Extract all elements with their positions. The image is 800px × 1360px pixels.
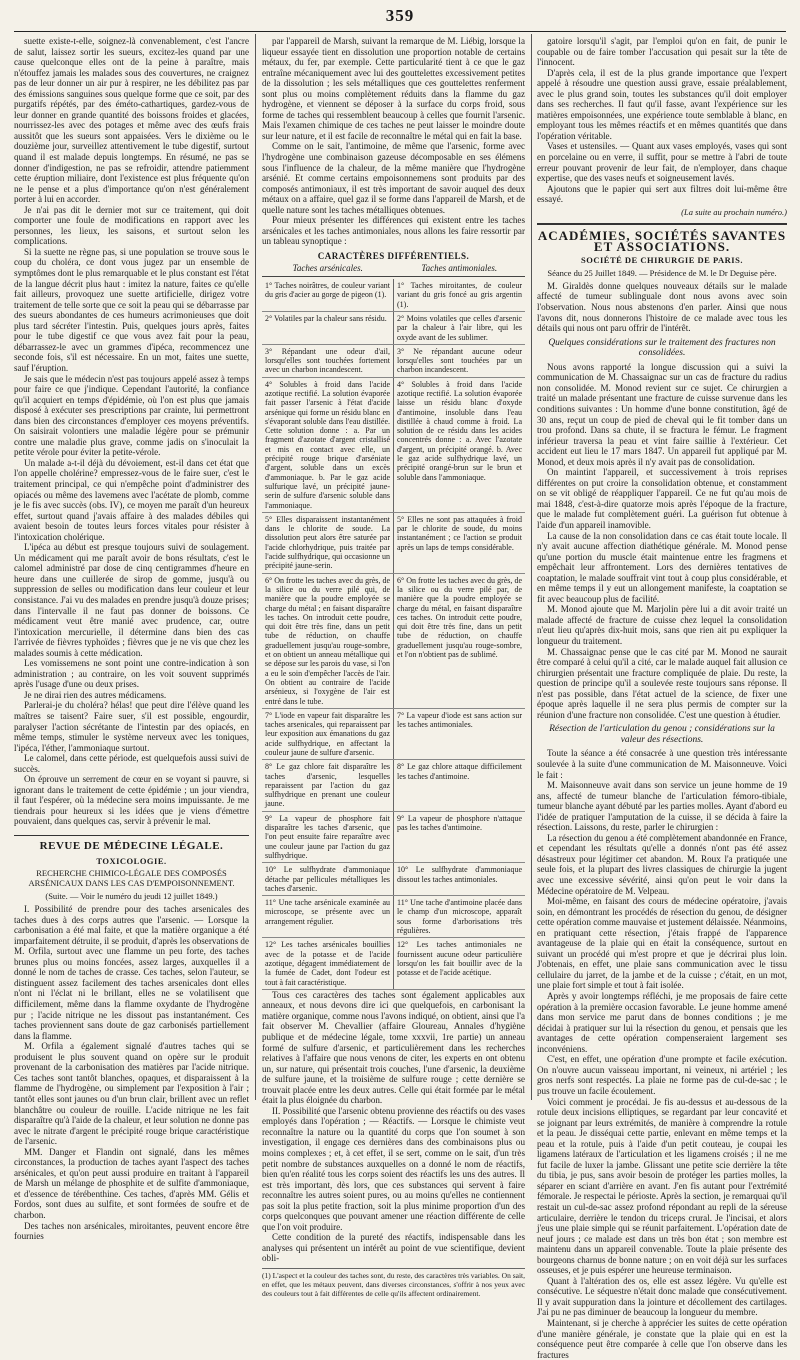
column-1-text-2 [14,904,249,1242]
table-row [262,279,525,312]
table-cell-arsenicales: 10° Le sulfhydrate d'ammoniaque détache par pellicules métalliques les taches d'arsenic. [262,863,394,895]
paragraph: C'est, en effet, une opération d'une prompte et facile exécution. On n'ouvre aucun vaisseau important, ni veineux, ni artériel ; les gros nerfs sont respectés. La plaie ne forme pas de cul-de-sac ; le pus trouve un facile écoulement. [537,1054,787,1096]
header-rule [14,31,786,32]
section-title-medecine-legale: REVUE DE MÉDECINE LÉGALE. [14,835,249,852]
column-1-text [14,36,249,827]
paragraph: Les vomissemens ne sont point une contre-indication à son administration ; au contraire, on les voit souvent supprimés après l'usage d'une ou deux prises. [14,658,249,690]
column-3 [537,36,787,1360]
paragraph: Si la suette ne règne pas, si une population se trouve sous le coup du choléra, ce dont vous jugez par un ensemble de symptômes dont le plus remarquable et le plus constant est l'état de la langue décrit plus haut : imitez la nature, faites ce qu'elle fait ailleurs, provoquez une suette artificielle, dirigez votre traitement de telle sorte que ce soit la peau qui se débarrasse par des sueurs abondantes de ces humeurs acrimonieuses que doit plus tard sécréter l'intestin. Puis, quelques jours après, faites pour le tube digestif ce que vous avez fait pour la peau, débarrassez-le avec un grammes d'ipéca, recommencez une seconde fois, s'il est nécessaire. En un mot, faites une suette, sauf l'éruption. [14,246,249,373]
paragraph: gatoire lorsqu'il s'agit, par l'emploi qu'on en fait, de punir le coupable ou de faire tomber l'accusation qui pesait sur la tête de l'innocent. [537,36,787,68]
table-cell-antimoniales: 5° Elles ne sont pas attaquées à froid par le chlorite de soude, du moins instantanément ; ce l'action se produit après un laps de temps considérable. [397,514,522,552]
table-cell-antimoniales: 8° Le gaz chlore attaque difficilement les taches d'antimoine. [397,762,522,781]
paragraph: Un malade a-t-il déjà du dévoiement, est-il dans cet état que l'on appelle cholérine? empressez-vous de le faire suer, c'est le traitement principal, ce qui n'empêche point d'administrer des opiacés ou même des lavemens avec l'acétate de plomb, comme je le fis avec succès (obs. IV), ce moyen me paraît d'un heureux effet, surtout quand j'avais affaire à des malades débiles qui avaient besoin de toutes leurs forces vitales pour résister à l'intoxication cholérique. [14,457,249,542]
paragraph: Voici comment je procédai. Je fis au-dessus et au-dessous de la rotule deux incisions elliptiques, se regardant par leur concavité et se joignant par leurs extrémités, de manière à comprendre la rotule et la peau. Je disséquai cette partie, enlevant en même temps et la peau et la rotule, puis à l'aide d'un petit couteau, je coupai les ligamens latéraux de l'articulation et les ligamens croisés ; il ne me fut facile de luxer la jambe. Glissant une petite scie derrière la tête du tibia, je pus, sans avoir besoin de protéger les parties molles, la séparer en sciant d'arrière en avant. J'en fis autant pour l'extrémité fémorale. Je respectai le périoste. Après la section, je remarquai qu'il restait un cul-de-sac assez profond répondant au repli de la séreuse articulaire, derrière le tendon du triceps crural. Je l'incisai, et alors j'eus une plaie simple qui se réunit parfaitement. L'opération date de neuf jours ; ce malade est dans un très bon état ; son membre est maintenu dans un appareil convenable. Toute la plaie présente des bourgeons charnus de bonne nature ; on en voit déjà sur les surfaces osseuses, et je puis espérer une heureuse terminaison. [537,1096,787,1276]
paragraph: D'après cela, il est de la plus grande importance que l'expert appelé à résoudre une question aussi grave, essaie préalablement, avec le plus grand soin, toutes les substances qu'il doit employer dans ses recherches. Il faut qu'il fasse, avant l'expérience sur les matières empoisonnées, une expérience toute semblable à blanc, en employant tous les mêmes réactifs et en mêmes quantités que dans l'opération véritable. [537,67,787,141]
paragraph: M. Chassaignac pense que le cas cité par M. Monod ne saurait être comparé à celui qu'il a cité, car le malade auquel fait allusion ce chirurgien présentait une fracture compliquée de plaie. Du reste, la question de principe qu'il a soulevée reste toujours sans réponse. Il n'est pas possible, dans l'état actuel de la science, de fixer une époque après laquelle il ne sera plus permis de compter sur la réunion d'une fracture non consolidée. C'est une question à étudier. [537,646,787,720]
meeting-date: Séance du 25 Juillet 1849. — Présidence de M. le Dr Deguise père. [547,267,777,278]
paragraph: II. Possibilité que l'arsenic obtenu provienne des réactifs ou des vases employés dans l'opération ; — Réactifs. — Lorsque le chimiste veut reconnaître la nature ou la quantité du corps que l'on soumet à son investigation, il engage ces dernières dans des combinaisons plus ou moins complexes ; et, à cet effet, il se sert, comme on le sait, d'un très petit nombre de substances auxquelles on a donné le nom de réactifs, bien qu'en réalité tous les corps soient des réactifs les uns des autres. Il est très important, dès lors, que ces substances qui servent à faire reconnaître les autres soient pures, ou au moins qu'elles ne contiennent pas soit la plus petite fraction, soit la plus minime proportion d'un des corps quelconques que pouvant amener une réaction différente de celle que l'on voit produire. [262,1105,525,1232]
table-row [262,378,525,513]
paragraph: M. Giraldès donne quelques nouveaux détails sur le malade affecté de tumeur sublinguale dont nous avons avec soin l'observation. Nous nous abstenons d'en parler. Ainsi que nous l'avons dit, nous donnerons l'histoire de ce malade avec tous les détails qui nous ont paru offrir de l'intérêt. [537,280,787,334]
column-divider-1 [255,34,256,1100]
column-1 [14,36,249,1242]
paragraph: On éprouve un serrement de cœur en se voyant si pauvre, si ignorant dans le traitement de cette épidémie ; un jour viendra, il faut l'espérer, où la médecine sera moins impuissante. Je me tiendrais pour heureux si les idées que je viens d'émettre pouvaient, dans quelques cas, servir à prévenir le mal. [14,774,249,827]
column-2-text-2 [262,990,525,1264]
footnote: (1) L'aspect et la couleur des taches sont, du reste, des caractères très variables. On sait, en effet, que les métaux peuvent, dans diverses circonstances, s'offrir à nos yeux avec des couleurs tout à fait différentes de celle qu'ils affectent ordinairement. [262,1268,525,1298]
column-3-text-4 [537,748,787,1360]
paragraph: Nous avons rapporté la longue discussion qui a suivi la communication de M. Chassaignac sur un cas de fracture du radius non consolidée. M. Monod revient sur ce sujet. Ce chirurgien a traité un malade présentant une fracture de cuisse survenue dans les conditions suivantes : Un homme d'une bonne constitution, âgé de 30 ans, reçut un coup de pied de cheval qui le fit tomber dans un trou profond. Dans sa chute, il se fractura le fémur. Le fragment inférieur traversa la peau et vint faire saillie à l'extérieur. Cet accident eut lieu le 17 mars 1847. Un appareil fut appliqué par M. Monod, et deux mois après il n'y avait pas de consolidation. [537,361,787,467]
table-cell-arsenicales: 4° Solubles à froid dans l'acide azotique rectifié. La solution évaporée fait passer l'arsenic à l'état d'acide arsénique qui forme un résidu blanc en s'évaporant soluble dans l'eau distillée. Cette solution donne : a. Par un fragment d'azotate d'argent cristallisé et mis en contact avec elle, un précipité rouge brique d'arséniate d'argent, soluble dans un excès d'ammoniaque. b. Par le gaz acide sulfurique lavé, un précipité jaune-serin de sulfure d'arsenic soluble dans l'ammoniaque. [262,378,394,512]
table-cell-antimoniales: 4° Solubles à froid dans l'acide azotique rectifié. La solution évaporée laisse un résidu blanc d'oxyde d'antimoine, insoluble dans l'eau distillée à chaud comme à froid. La solution de ce résidu dans les acides concentrés donne : a. Avec l'azotate d'argent, un précipité orangé. b. Avec le gaz acide sulfhydrique lavé, un précipité orangé-brun sur le brun et soluble dans l'ammoniaque. [397,379,522,482]
section-subtitle-toxicologie: TOXICOLOGIE. [96,855,167,866]
table-title: CARACTÈRES DIFFÉRENTIELS. [317,250,470,261]
table-row [262,345,525,378]
table-cell-arsenicales: 8° Le gaz chlore fait disparaître les taches d'arsenic, lesquelles reparaissent par l'action du gaz sulfhydrique en prenant une couleur jaune. [262,760,394,810]
paragraph: Pour mieux présenter les différences qui existent entre les taches arsénicales et les taches antimoniales, nous allons les faire ressortir par un tableau synoptique : [262,215,525,247]
paragraph: Moi-même, en faisant des cours de médecine opératoire, j'avais soin, en démontrant les procédés de résection du genou, de désigner cette opération comme mauvaise et justement délaissée. Néanmoins, en pratiquant cette résection, j'étais frappé de l'apparence avantageuse de la plaie qui en était la conséquence, surtout en suivant un procédé qui m'est propre et que je décrirai plus loin. J'obtenais, en effet, une plaie sans communication avec le tissu cellulaire du jarret, de la jambe et de la cuisse ; c'était, en un mot, une plaie fort simple et tout à fait isolée. [537,896,787,991]
paragraph: MM. Danger et Flandin ont signalé, dans les mêmes circonstances, la production de taches ayant l'aspect des taches arsénicales, et qu'on peut aussi produire en traitant à l'appareil de Marsh un mélange de phosphite et de sulfite d'ammoniaque, et d'essence de térébenthine. Ces taches, d'après MM. Gélis et Fordos, sont dues au sulfite, et sont formées de soufre et de charbon. [14,1146,249,1220]
paragraph: par l'appareil de Marsh, suivant la remarque de M. Liébig, lorsque la liqueur essayée tient en dissolution une proportion notable de certains métaux, du fer, par exemple. Cette particularité tient à ce que le gaz entraîne mécaniquement avec lui des gouttelettes excessivement petites de la dissolution ; les sels métalliques que ces gouttelettes renferment sont plus ou moins complètement réduits dans la flamme du gaz hydrogène, et viennent se déposer à la surface du corps froid, sous forme de taches qui ressemblent beaucoup à celles que fournit l'arsenic. Mais l'examen chimique de ces taches ne peut laisser le moindre doute sur leur nature, et il est facile de reconnaître le métal qui en fait la base. [262,36,525,141]
paragraph: La cause de la non consolidation dans ce cas était toute locale. Il n'y avait aucune affection diathétique générale. M. Monod pense qu'une portion du muscle était maintenue entre les fragmens et empêchait leur affrontement. Lors des dernières tentatives de coaptation, le malade souffrait vint tout à coup plus considérable, et en même temps il y eut un allongement manifeste, la coaptation se fit avec beaucoup plus de facilité. [537,530,787,604]
section-title-academies: ACADÉMIES, SOCIÉTÉS SAVANTES ET ASSOCIATIONS. [537,223,787,252]
comparison-table [262,279,525,990]
paragraph: suette existe-t-elle, soignez-là convenablement, c'est l'ancre de salut, laissez sortir les sueurs, excitez-les quand par une cause quelconque elles ont de la peine à paraître, mais n'étouffez jamais les malades sous des couvertures, ne craignez pas de leur donner un air pur à respirer, ne les débilitez pas par des émissions sanguines sous quelque forme que ce soit, par des purgatifs répétés, par des éméto-cathartiques, gardez-vous de leur donner en grande quantité des boissons froides et glacées, nourrissez-les avec des potages et même avec des œufs frais aussitôt que les sueurs sont appaisées. Vers le dixième ou le douzième jour, surveillez attentivement le tube digestif, surtout quand il est malade depuis longtemps. En résumé, ne pas se donner d'indigestion, ne pas se refroidir, attendre patiemment cette éruption miliaire, dont l'existence est plus fréquente qu'on ne le pense et a plus d'importance qu'on n'est généralement porter à lui en accorder. [14,36,249,205]
paragraph: Je ne dirai rien des autres médicamens. [24,689,167,700]
table-header-arsenicales: Taches arsénicales. [292,263,363,274]
table-cell-arsenicales: 3° Répandant une odeur d'ail, lorsqu'elles sont touchées fortement avec un charbon incandescent. [262,345,394,377]
table-cell-arsenicales: 5° Elles disparaissent instantanément dans le chlorite de soude. La dissolution peut alors être saturée par l'acide chlorhydrique, puis traitée par l'acide sulfhydrique, qui occasionne un précipité jaune-serin. [262,513,394,573]
section-subtitle-recherche: RECHERCHE CHIMICO-LÉGALE DES COMPOSÉS ARSÉNICAUX DANS LES CAS D'EMPOISONNEMENT. [28,868,235,889]
table-cell-arsenicales: 2° Volatiles par la chaleur sans résidu. [262,312,394,344]
continuation-note: (La suite au prochain numéro.) [681,206,787,217]
paragraph: La résection du genou a été complètement abandonnée en France, et cependant les résultats qu'elle a donnés n'ont pas été assez désastreux pour légitimer cet abandon. M. Roux l'a pratiquée une seule fois, et la plupart des livres classiques de chirurgie la jugent avec une excessive sévérité, ainsi qu'on peut le voir dans la Médecine opératoire de M. Velpeau. [537,832,787,896]
table-cell-arsenicales: 12° Les taches arsénicales bouillies avec de la potasse et de l'acide azotique, dégagent immédiatement de la fumée de Cadet, dont l'odeur est tout à fait caractéristique. [262,938,394,988]
table-cell-arsenicales: 1° Taches noirâtres, de couleur variant du gris d'acier au gorge de pigeon (1). [262,279,394,311]
table-cell-arsenicales: 6° On frotte les taches avec du grès, de la silice ou du verre pilé qui, de manière que la poudre employée se charge du métal ; en faisant disparaître les taches. On introduit cette poudre, qui doit être très fine, dans un petit tube de réduction, on chauffe graduellement jusqu'au rouge-sombre, et on obtient un anneau métallique qui se dépose sur les parois du vase, si l'on a eu le soin d'empêcher l'accès de l'air. On obtient au contraire de l'acide arsénieux, si l'oxygène de l'air est entré dans le tube. [262,574,394,708]
paragraph: Quant à l'altération des os, elle est assez légère. Vu qu'elle est consécutive. Le séquestre n'était donc malade que consécutivement. Il y avait suppuration dans la jointure et décollement des cartilages. J'ai pu ne pas diminuer de beaucoup la longueur du membre. [537,1275,787,1318]
column-divider-2 [531,34,532,1100]
society-name: SOCIÉTÉ DE CHIRURGIE DE PARIS. [581,255,743,266]
table-cell-antimoniales: 3° Ne répandant aucune odeur lorsqu'elles sont touchées par un charbon incandescent. [397,346,522,375]
table-cell-antimoniales: 6° On frotte les taches avec du grès, de la silice ou du verre pilé par, de manière que la poudre employée se charge du métal, en faisant disparaître ces taches. On introduit cette poudre, qui doit être très fine, dans un petit tube de réduction, on chauffe graduellement jusqu'au rouge-sombre, et l'on n'obtient pas de sublimé. [397,575,522,660]
paragraph: M. Monod ajoute que M. Marjolin père lui a dit avoir traité un malade affecté de fracture de cuisse chez lequel la consolidation n'eut lieu qu'après dix-huit mois, sans que rien ait pu expliquer la longueur du traitement. [537,604,787,646]
paragraph: Après y avoir longtemps réfléchi, je me proposais de faire cette opération à la première occasion favorable. Le jeune homme amené dans mon service me parut dans de bonnes conditions ; je me décidai à pratiquer sur lui la résection du genou, et pensais que les avantages de cette opération compenseraient largement ses inconvéniens. [537,991,787,1054]
table-cell-antimoniales: 2° Moins volatiles que celles d'arsenic par la chaleur à l'air libre, qui les oxyde avant de les sublimer. [397,313,522,342]
table-row [262,312,525,345]
table-row [262,938,525,989]
paragraph: Je n'ai pas dit le dernier mot sur ce traitement, qui doit comporter une foule de modifications en rapport avec les personnes, les lieux, les saisons, et surtout selon les complications. [14,204,249,247]
table-cell-antimoniales: 11° Une tache d'antimoine placée dans le champ d'un microscope, apparaît sous forme d'arborisations très régulières. [397,898,522,936]
table-cell-arsenicales: 11° Une tache arsénicale examinée au microscope, se présente avec un arrangement régulier. [262,896,394,937]
table-cell-antimoniales: 12° Les taches antimoniales ne fournissent aucune odeur particulière lorsqu'on les fait bouillir avec de la potasse et de l'acide acétique. [397,940,522,978]
paragraph: Maintenant, si je cherche à apprécier les suites de cette opération d'une manière générale, je constate que la plaie qui en est la conséquence peut être comparée à celle que l'on observe dans les fractures [537,1317,787,1360]
paragraph: Cette condition de la pureté des réactifs, indispensable dans les analyses qui présentent un intérêt au point de vue scientifique, devient obli- [262,1232,525,1264]
table-cell-antimoniales: 7° La vapeur d'iode est sans action sur les taches antimoniales. [397,710,522,730]
table-cell-antimoniales: 10° Le sulfhydrate d'ammoniaque dissout les taches antimoniales. [397,865,522,884]
paragraph: Des taches non arsénicales, miroitantes, peuvent encore être fournies [14,1220,249,1242]
paragraph: Ajoutons que le papier qui sert aux filtres doit lui-même être essayé. [537,183,787,205]
paragraph: M. Orfila a également signalé d'autres taches qui se produisent le plus souvent quand on opère sur le produit provenant de la carbonisation des matières par l'acide nitrique. Ces taches sont tantôt blanches, opaques, et disparaissent à la flamme de l'hydrogène, ou simplement par l'exposition à l'air ; tantôt elles sont jaunes ou d'un brun clair, brillent avec un reflet blanchâtre ou couleur de rouille. L'acide nitrique ne les fait disparaître qu'à l'aide de la chaleur, et leur solution ne donne pas avec le nitrate d'argent le précipité rouge brique caractéristique de l'arsenic. [14,1041,249,1147]
table-cell-antimoniales: 9° La vapeur de phosphore n'attaque pas les taches d'antimoine. [397,813,522,833]
paragraph: I. Possibilité de prendre pour des taches arsenicales des taches dues à des corps autres que l'arsenic. — Lorsque la carbonisation a été mal faite, et que la matière organique a été imparfaitement détruite, il se produit, d'après les observations de M. Orfila, surtout avec une flamme un peu forte, des taches brunes plus ou moins foncées, assez larges, auxquelles il a donné le nom de taches de crasse. Ces taches, selon l'auteur, se distinguent assez facilement des taches arsenicales dont elles n'ont ni l'éclat ni le brillant, elles ne se volatilisent que difficilement, même dans la flamme oxydante de l'hydrogène pur ; l'acide nitrique ne les dissout pas instantanément. Ces taches proviennent sans doute de gaz carbonisés partiellement dans la flamme. [14,904,249,1041]
table-cell-antimoniales: 1° Taches miroitantes, de couleur variant du gris foncé au gris argentin (1). [397,281,522,309]
column-2-text [262,36,525,247]
column-3-text-2 [537,281,787,334]
table-row [262,513,525,574]
column-3-text [537,36,787,205]
subheading-resection: Résection de l'articulation du genou ; considérations sur la valeur des résections. [549,724,775,745]
paragraph: Comme on le sait, l'antimoine, de même que l'arsenic, forme avec l'hydrogène une combinaison gazeuse décomposable en ses élémens sous l'influence de la chaleur, de la même manière que l'hydrogène arsénié. Et comme certains empoisonnemens sont produits par des composés antimoniaux, il est très important de savoir auquel des deux métaux on a affaire, quel gaz il se forme dans l'appareil de Marsh, et de quelle nature sont les taches métalliques obtenues. [262,141,525,215]
paragraph: Toute la séance a été consacrée à une question très intéressante soulevée à la suite d'une communication de M. Maisonneuve. Voici le fait : [537,748,787,780]
table-row [262,709,525,760]
paragraph: M. Maisonneuve avait dans son service un jeune homme de 19 ans, affecté de tumeur blanche de l'articulation fémoro-tibiale, tumeur blanche ayant débuté par les parties molles. Ayant d'abord eu l'idée de pratiquer l'amputation de la cuisse, il se décida à faire la résection. Laissons, du reste, parler le chirurgien : [537,780,787,833]
paragraph: Parlerai-je du choléra? hélas! que peut dire l'élève quand les maîtres se taisent? Faire suer, s'il est possible, engourdir, paralyser l'action sécrétante de l'intestin par des opiacés, en même temps, stimuler le système nerveux avec les toniques, l'ipéca, l'éther, l'ammoniaque surtout. [14,700,249,753]
table-row [262,574,525,709]
table-row [262,896,525,938]
paragraph: Tous ces caractères des taches sont également applicables aux anneaux, et nous devons dire ici que quelquefois, en carbonisant la matière organique, comme nous l'avons indiqué, on obtient, ainsi que l'a fait observer M. Chevallier (affaire Gloureau, Annales d'hygiène publique et de médecine légale, tome xxxvii, 1re partie) un anneau formé de sulfure d'arsenic, et particulièrement dans les recherches relatives à l'affaire que nous venons de citer, les experts en ont obtenu un, sur nature, qui présentait trois couches, l'une d'arsenic, la deuxième de sulfure jaune, et la troisième de sulfure rouge ; cette dernière se trouvait placée entre les deux autres. Celle qui était formée par le métal était la plus éloignée du charbon. [262,989,525,1106]
paragraph: L'ipéca au début est presque toujours suivi de soulagement. Un médicament qui me paraît avoir de bons résultats, c'est le calomel administré par dose de cinq centigrammes d'heure en heure dans une cuillerée de sirop de gomme, jusqu'à ou suppression de selles ou modification dans leur couleur et leur consistance. J'ai vu des malades en prendre jusqu'à douze prises; dans l'intervalle il ne faut pas donner de boissons. Ce médicament veut être manié avec prudence, car, outre l'intoxication mercurielle, il détermine dans bien des cas l'arrivée de fièvres typhoïdes ; fièvres que je ne vis que chez les malades soumis à cette médication. [14,542,249,658]
paragraph: Je sais que le médecin n'est pas toujours appelé assez à temps pour faire ce que j'indique. Cependant l'autorité, la confiance qu'il acquiert en temps d'épidémie, où l'on est plus que jamais disposé à exécuter ses prescriptions par crainte, lui permettront dans bien des circonstances d'employer ces moyens préventifs. On saisirait volontiers une maladie légère pour se prémunir contre une maladie plus grave, comme jadis on s'inoculait la petite vérole pour éviter la petite-vérole. [14,373,249,458]
subheading-fractures: Quelques considérations sur le traitement des fractures non consolidées. [548,337,776,359]
paragraph: Le calomel, dans cette période, est quelquefois aussi suivi de succès. [14,753,249,774]
page-number: 359 [385,6,415,25]
table-row [262,812,525,863]
section-continuation-note: (Suite. — Voir le numéro du jeudi 12 juillet 1849.) [45,891,218,902]
table-header-antimoniales: Taches antimoniales. [421,263,498,274]
column-2 [262,36,525,1299]
table-cell-arsenicales: 7° L'iode en vapeur fait disparaître les taches arsenicales, qui reparaissent par leur exposition aux émanations du gaz acide sulfhydrique, en affectant la couleur jaune de sulfure d'arsenic. [262,709,394,759]
table-row [262,863,525,896]
table-row [262,760,525,811]
paragraph: Vases et ustensiles. — Quant aux vases employés, vases qui sont en porcelaine ou en verre, il suffit, pour se mettre à l'abri de toute erreur pouvant provenir de leur fait, de n'employer, dans chaque expertise, que des vases neufs et soigneusement lavés. [537,141,787,184]
table-cell-arsenicales: 9° La vapeur de phosphore fait disparaître les taches d'arsenic, que l'on peut ensuite faire reparaître avec une couleur jaune par l'action du gaz sulfhydrique. [262,812,394,862]
paragraph: On maintint l'appareil, et successivement à trois reprises différentes on put croire la consolidation obtenue, et constamment on se vit obligé de réappliquer l'appareil. Ce ne fut qu'au mois de mai 1848, c'est-à-dire quatorze mois après l'époque de la fracture, que le malade fut complètement guéri. La guérison fut obtenue à l'aide d'un appareil inamovible. [537,467,787,530]
table-header [262,263,525,277]
column-3-text-3 [537,362,787,721]
